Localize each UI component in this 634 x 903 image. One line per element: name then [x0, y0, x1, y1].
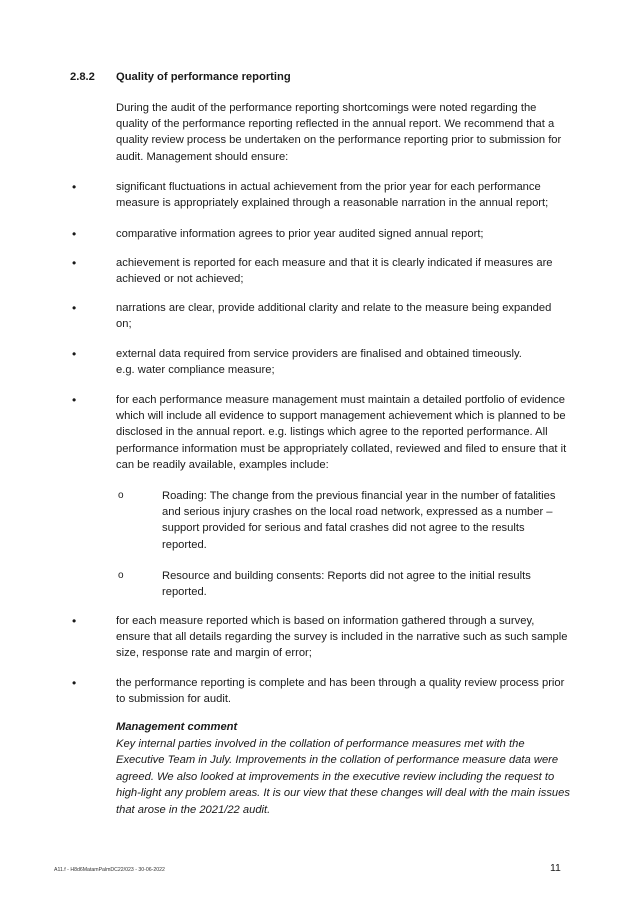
section-number: 2.8.2 — [70, 71, 95, 83]
list-item-continuation: e.g. water compliance measure; — [116, 364, 275, 376]
sub-list-item: Roading: The change from the previous financial year in the number of fatalities and serious injury crashes on the local road network, expressed as a number – support provided for serious and fatal crashes did not agree to the results reported. — [162, 490, 556, 551]
management-comment-title: Management comment — [116, 721, 238, 733]
bullet-icon: • — [72, 180, 77, 194]
section-heading — [70, 69, 291, 85]
list-item: achievement is reported for each measure and that it is clearly indicated if measures are achieved or not achieved; — [116, 257, 553, 286]
bullet-icon: • — [72, 614, 77, 628]
page-number: 11 — [550, 862, 561, 874]
bullet-icon: • — [72, 256, 77, 270]
bullet-icon: • — [72, 301, 77, 315]
list-item: narrations are clear, provide additional clarity and relate to the measure being expanded on; — [116, 302, 552, 331]
list-item: for each measure reported which is based on information gathered through a survey, ensure that all details regarding the survey is included in the narrative such as such sample size, response rate and margin of error; — [116, 615, 568, 660]
list-item: significant fluctuations in actual achievement from the prior year for each performance measure is appropriately explained through a reasonable narration in the annual report; — [116, 181, 549, 210]
intro-paragraph: During the audit of the performance reporting shortcomings were noted regarding the quality of the performance reporting reflected in the annual report. We recommend that a quality review process be undertaken on the performance reporting prior to submission for audit. Management should ensure: — [116, 102, 562, 163]
bullet-icon: • — [72, 676, 77, 690]
management-comment-body: Key internal parties involved in the collation of performance measures met with the Executive Team in July. Improvements in the collation of performance measure data were agreed. We also looked at improvements in the executive review including the request to high-light any problem areas. It is our view that these changes will deal with the main issues that arose in the 2021/22 audit. — [116, 738, 570, 816]
sub-list-item: Resource and building consents: Reports did not agree to the initial results reported. — [162, 570, 531, 599]
list-item: comparative information agrees to prior year audited signed annual report; — [116, 228, 484, 240]
sub-bullet-icon: o — [118, 570, 124, 581]
bullet-icon: • — [72, 227, 77, 241]
section-title: Quality of performance reporting — [116, 71, 291, 83]
list-item: the performance reporting is complete and has been through a quality review process prior to submission for audit. — [116, 677, 565, 706]
footer-reference: A11.f - H8d6MatamPalmDC22/023 - 30-06-2022 — [54, 867, 165, 873]
bullet-icon: • — [72, 393, 77, 407]
bullet-icon: • — [72, 347, 77, 361]
sub-bullet-icon: o — [118, 490, 124, 501]
list-item: for each performance measure management must maintain a detailed portfolio of evidence which will include all evidence to support management achievement which is planned to be disclosed in the annual report. e.g. listings which agree to the reported performance. All performance information must be appropriately collated, reviewed and filed to ensure that it can be readily available, examples include: — [116, 394, 567, 471]
list-item: external data required from service providers are finalised and obtained timeously. — [116, 348, 522, 360]
